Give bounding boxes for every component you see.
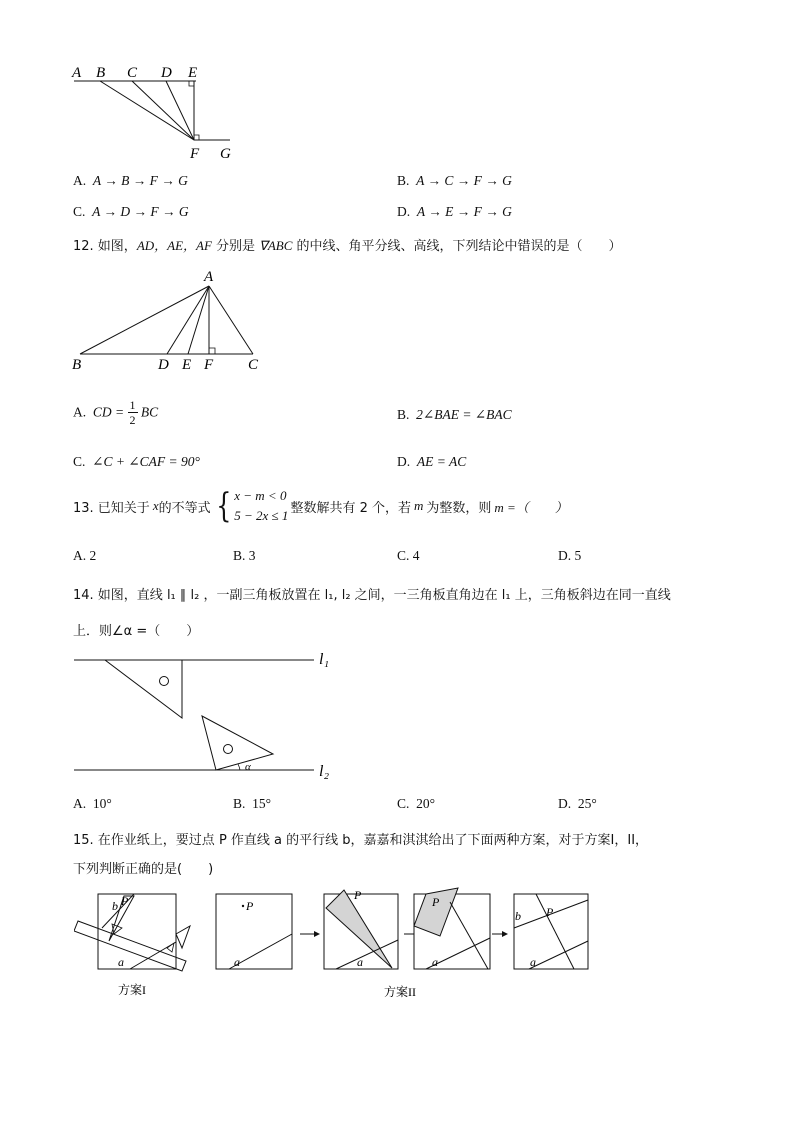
q11-option-d <box>397 204 512 220</box>
q13-option-d <box>558 548 581 564</box>
fig14-label-l2: l₂ <box>319 763 330 780</box>
fig11-label-d: D <box>161 65 172 81</box>
fig12-label-f: F <box>204 357 214 373</box>
fig11-label-e: E <box>188 65 198 81</box>
q14-option-c <box>397 796 435 812</box>
option-letter: A. <box>73 173 87 188</box>
q13-stem-mid: 的不等式 <box>158 500 211 516</box>
q14-stem-line1: 14. 如图，直线 l₁ ∥ l₂ ，一副三角板放置在 l₁, l₂ 之间，一三角板直角边在 l₁ 上，三角板斜边在同一直线 <box>73 588 671 603</box>
plan2-step3-label-p: P <box>432 895 440 909</box>
fig12-label-a: A <box>204 269 214 285</box>
plan2-step1-label-a: a <box>234 955 240 969</box>
q12-stem-suffix: 的中线、角平分线、高线，下列结论中错误的是（ ） <box>292 239 622 254</box>
fig11-label-f: F <box>190 146 200 162</box>
option-letter: C. <box>73 454 86 469</box>
fraction-denominator: 2 <box>129 413 136 427</box>
inequality-2: 5 − 2x ≤ 1 <box>234 508 289 523</box>
q12-option-b <box>397 407 512 423</box>
fig14-label-l1: l₁ <box>319 651 330 668</box>
q12-option-a <box>73 398 158 438</box>
plan2-step2-label-a: a <box>357 955 363 969</box>
option-letter: A. <box>73 404 87 420</box>
plan2-step2-label-p: P <box>354 888 362 902</box>
q12-stem-triangle: ∇ABC <box>259 238 293 253</box>
plan2-step4-label-p: P <box>546 905 554 919</box>
q14-option-b <box>233 796 271 812</box>
inequality-1: x − m < 0 <box>234 488 287 503</box>
plan1-label-a: a <box>118 955 124 969</box>
inequality-system <box>213 486 289 526</box>
fig14-label-alpha: α <box>245 761 251 773</box>
option-letter: D. <box>397 454 411 469</box>
q13-stem-end: m =（ ） <box>494 499 568 515</box>
q11-option-b <box>397 173 512 189</box>
q11-figure <box>70 60 250 164</box>
q11-option-c <box>73 204 189 220</box>
fig11-label-c: C <box>127 65 138 81</box>
option-letter: C. <box>397 548 410 563</box>
option-letter: D. <box>558 796 572 811</box>
q12-option-d <box>397 454 466 470</box>
option-letter: B. <box>233 796 246 811</box>
option-text: A → E → F → G <box>416 204 512 219</box>
fraction <box>128 398 138 427</box>
q13-stem-after2: 为整数，则 <box>426 500 492 516</box>
plan2-step1-label-p: P <box>246 899 254 913</box>
q13-option-c <box>397 548 420 564</box>
fig12-label-e: E <box>182 357 192 373</box>
brace-icon: { <box>215 486 232 526</box>
q12-figure <box>70 268 270 374</box>
option-letter: B. <box>397 173 410 188</box>
q14-option-d <box>558 796 597 812</box>
q13-var-m: m <box>413 498 424 513</box>
option-text: 2 <box>89 548 97 563</box>
option-text: A → B → F → G <box>92 173 188 188</box>
plan2-caption: 方案II <box>384 985 416 999</box>
option-letter: A. <box>73 796 87 811</box>
option-text: 3 <box>248 548 256 563</box>
option-letter: C. <box>73 204 86 219</box>
q15-stem-line1: 15. 在作业纸上，要过点 P 作直线 a 的平行线 b，嘉嘉和淇淇给出了下面两种方案，对于方案Ⅰ，ⅠⅠ， <box>73 833 649 848</box>
q13-stem-after: 整数解共有 2 个，若 <box>290 500 411 516</box>
plan2-step4-label-b: b <box>515 909 521 923</box>
plan2-step3-label-a: a <box>432 955 438 969</box>
option-text: ∠C + ∠CAF = 90° <box>92 454 200 469</box>
plan1-label-b: b <box>112 899 118 913</box>
q13-stem-prefix: 13. 已知关于 <box>73 500 150 516</box>
option-text: 4 <box>412 548 420 563</box>
q11-option-a <box>73 173 188 189</box>
q13-option-b <box>233 548 256 564</box>
q13-option-a <box>73 548 96 564</box>
q14-figure <box>70 648 340 784</box>
q14-option-a <box>73 796 112 812</box>
option-text: 5 <box>574 548 582 563</box>
fig12-label-c: C <box>248 357 259 373</box>
q15-figure <box>74 886 594 1002</box>
option-text: A → C → F → G <box>416 173 512 188</box>
q12-stem-vars: AD，AE，AF <box>136 238 212 253</box>
option-letter: B. <box>233 548 246 563</box>
option-text: 20° <box>416 796 436 811</box>
option-letter: C. <box>397 796 410 811</box>
option-text: 2∠BAE = ∠BAC <box>416 407 512 422</box>
option-text-tail: BC <box>140 404 159 420</box>
option-letter: D. <box>397 204 411 219</box>
q15-stem-line2: 下列判断正确的是( ) <box>73 862 214 877</box>
fig11-label-a: A <box>72 65 82 81</box>
option-letter: A. <box>73 548 87 563</box>
q14-stem-line2: 上．则∠α =（ ） <box>73 624 200 639</box>
option-text: CD = <box>92 404 128 420</box>
plan1-label-p: P <box>121 894 129 908</box>
q13-var-x: x <box>152 498 159 513</box>
q12-stem-prefix: 12. 如图， <box>73 239 137 254</box>
fig11-label-b: B <box>96 65 106 81</box>
option-letter: D. <box>558 548 572 563</box>
fig12-label-b: B <box>72 357 82 373</box>
option-text: 10° <box>92 796 112 811</box>
q12-stem <box>73 235 622 254</box>
fraction-numerator: 1 <box>129 398 136 412</box>
option-letter: B. <box>397 407 410 422</box>
fig12-label-d: D <box>158 357 169 373</box>
plan2-step4-label-a: a <box>530 955 536 969</box>
q12-stem-mid: 分别是 <box>211 239 260 254</box>
plan1-caption: 方案I <box>118 983 146 997</box>
option-text: 25° <box>577 796 597 811</box>
q12-option-c <box>73 454 200 470</box>
fig11-label-g: G <box>220 146 231 162</box>
q13-stem <box>73 484 568 528</box>
option-text: A → D → F → G <box>92 204 189 219</box>
option-text: 15° <box>252 796 272 811</box>
option-text: AE = AC <box>416 454 467 469</box>
